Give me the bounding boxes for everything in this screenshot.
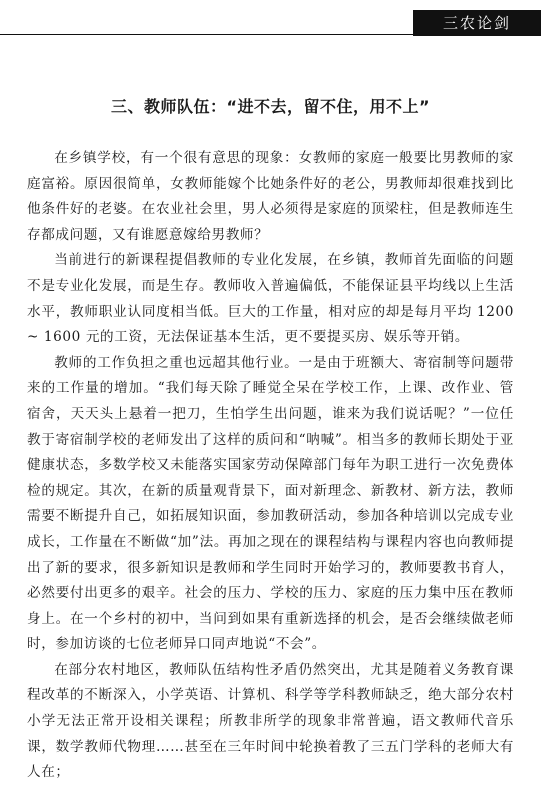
- paragraph: 在部分农村地区，教师队伍结构性矛盾仍然突出，尤其是随着义务教育课程改革的不断深入，小学英语、计算机、科学等学科教师缺乏，绝大部分农村小学无法正常开设相关课程；所教非所学的现象非常普遍，语文教师代音乐课，数学教师代物理……甚至在三年时间中轮换着教了三五门学科的老师大有人在；: [27, 661, 514, 781]
- paragraph: 当前进行的新课程提倡教师的专业化发展，在乡镇，教师首先面临的问题不是专业化发展，而是生存。教师收入普遍偏低，不能保证县平均线以上生活水平，教师职业认同度相当低。巨大的工作量，相对应的却是每月平均 1200 ~ 1600 元的工资，无法保证基本生活，更不要提买房、娱乐等开销。: [27, 252, 514, 346]
- body-text: [27, 146, 514, 786]
- paragraph: 教师的工作负担之重也远超其他行业。一是由于班额大、寄宿制等问题带来的工作量的增加。“我们每天除了睡觉全呆在学校工作，上课、改作业、管宿舍，天天头上悬着一把刀，生怕学生出问题，谁来为我们说话呢？”一位任教于寄宿制学校的老师发出了这样的质问和“呐喊”。相当多的教师长期处于亚健康状态，多数学校又未能落实国家劳动保障部门每年为职工进行一次免费体检的规定。其次，在新的质量观背景下，面对新理念、新教材、新方法，教师需要不断提升自己，如拓展知识面，参加教研活动，参加各种培训以完成专业成长，工作量在不断做“加”法。再加之现在的课程结构与课程内容也向教师提出了新的要求，很多新知识是教师和学生同时开始学习的，教师要教书育人，必然要付出更多的艰辛。社会的压力、学校的压力、家庭的压力集中压在教师身上。在一个乡村的初中，当问到如果有重新选择的机会，是否会继续做老师时，参加访谈的七位老师异口同声地说“不会”。: [27, 354, 514, 653]
- section-title: 三、教师队伍：“进不去，留不住，用不上”: [110, 97, 431, 116]
- paragraph: 在乡镇学校，有一个很有意思的现象：女教师的家庭一般要比男教师的家庭富裕。原因很简单，女教师能嫁个比她条件好的老公，男教师却很难找到比他条件好的老婆。在农业社会里，男人必须得是家庭的顶梁柱，但是教师连生存都成问题，又有谁愿意嫁给男教师？: [27, 150, 514, 243]
- section-tag-badge: 三农论剑: [413, 10, 541, 36]
